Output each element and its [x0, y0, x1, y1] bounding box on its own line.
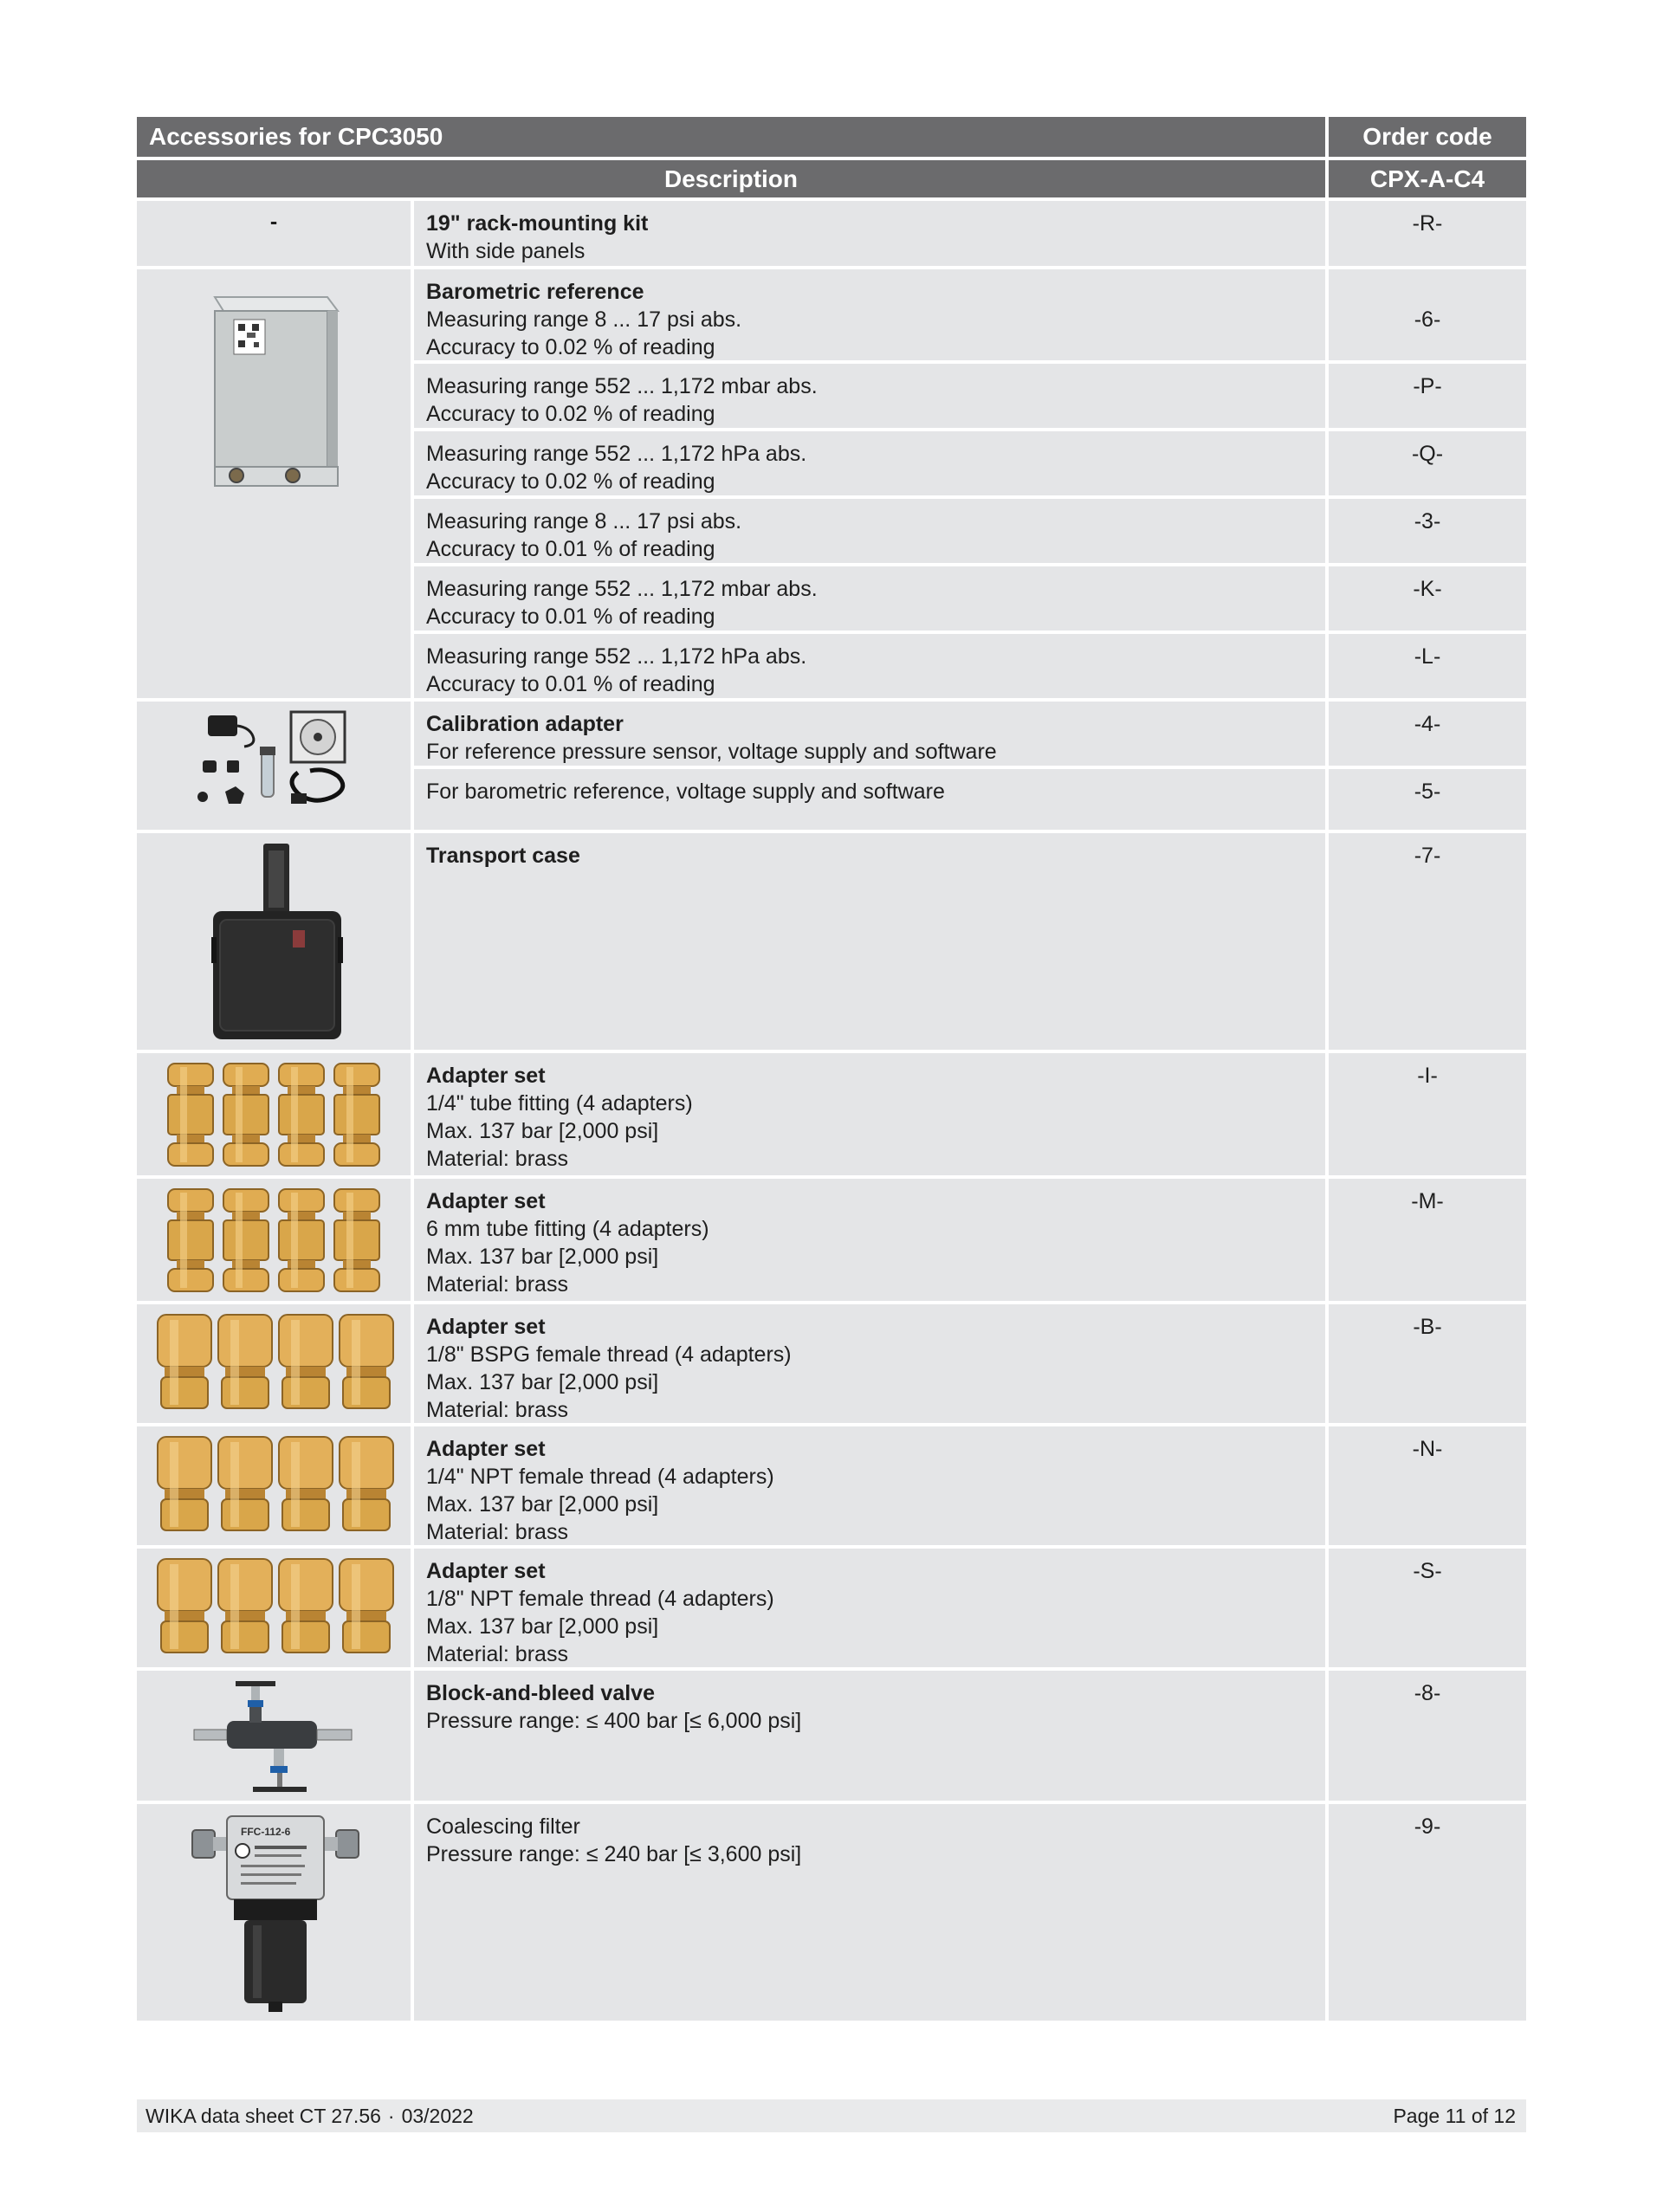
table-row	[137, 1671, 1526, 1801]
item-line: Material: brass	[426, 1642, 568, 1666]
table-subrow	[414, 634, 1526, 698]
table-row	[137, 1426, 1526, 1545]
item-line: Max. 137 bar [2,000 psi]	[426, 1119, 659, 1143]
table-subrow	[414, 364, 1526, 428]
item-line: Max. 137 bar [2,000 psi]	[426, 1614, 659, 1639]
table-title: Accessories for CPC3050	[137, 117, 1325, 157]
order-code-cell: -M-	[1329, 1179, 1526, 1301]
order-code-cell: -S-	[1329, 1549, 1526, 1667]
item-line: Material: brass	[426, 1147, 568, 1171]
image-cell	[137, 1179, 411, 1301]
item-line: Measuring range 552 ... 1,172 mbar abs.	[426, 577, 818, 601]
page-number: Page 11 of 12	[1393, 2104, 1516, 2127]
table-subheader-row	[137, 160, 1526, 197]
block-and-bleed-valve-icon	[192, 1679, 357, 1795]
code-prefix-header: CPX-A-C4	[1329, 160, 1526, 197]
female-thread-adapter-icon	[156, 1557, 395, 1656]
item-line: Material: brass	[426, 1520, 568, 1544]
item-line: Pressure range: ≤ 400 bar [≤ 6,000 psi]	[426, 1709, 802, 1733]
table-row	[137, 1304, 1526, 1423]
item-title: Adapter set	[426, 1559, 546, 1583]
description-cell	[414, 634, 1325, 698]
item-line: 1/4" NPT female thread (4 adapters)	[426, 1465, 774, 1489]
item-line: Accuracy to 0.02 % of reading	[426, 469, 715, 494]
description-cell	[414, 1053, 1325, 1175]
order-code-cell: -L-	[1329, 634, 1526, 698]
description-cell	[414, 702, 1325, 766]
description-cell	[414, 1304, 1325, 1423]
table-row	[137, 1804, 1526, 2021]
table-row	[137, 1053, 1526, 1175]
table-subrow	[414, 1304, 1526, 1423]
table-row	[137, 269, 1526, 698]
description-cell	[414, 1804, 1325, 2021]
table-row	[137, 833, 1526, 1050]
order-code-cell: -P-	[1329, 364, 1526, 428]
order-code-cell: -6-	[1329, 269, 1526, 360]
item-line: 1/4" tube fitting (4 adapters)	[426, 1091, 693, 1116]
item-line: Measuring range 552 ... 1,172 mbar abs.	[426, 374, 818, 398]
order-code-cell: -I-	[1329, 1053, 1526, 1175]
barometric-reference-icon	[197, 287, 345, 495]
female-thread-adapter-icon	[156, 1435, 395, 1534]
item-line: Measuring range 8 ... 17 psi abs.	[426, 307, 742, 332]
table-subrow	[414, 1179, 1526, 1301]
table-subrow	[414, 769, 1526, 830]
description-cell	[414, 833, 1325, 1050]
table-subrow	[414, 833, 1526, 1050]
item-line: With side panels	[426, 239, 586, 263]
order-code-cell: -5-	[1329, 769, 1526, 830]
order-code-cell: -N-	[1329, 1426, 1526, 1545]
item-line: Material: brass	[426, 1398, 568, 1422]
order-code-header: Order code	[1329, 117, 1526, 157]
item-line: Measuring range 552 ... 1,172 hPa abs.	[426, 442, 807, 466]
image-cell	[137, 1426, 411, 1545]
table-subrow	[414, 431, 1526, 495]
item-line: Measuring range 8 ... 17 psi abs.	[426, 509, 742, 534]
order-code-cell: -7-	[1329, 833, 1526, 1050]
datasheet-id: WIKA data sheet CT 27.56	[146, 2104, 381, 2127]
description-cell	[414, 499, 1325, 563]
transport-case-icon	[206, 842, 345, 1043]
item-line: Material: brass	[426, 1272, 568, 1297]
item-line: 1/8" BSPG female thread (4 adapters)	[426, 1342, 792, 1367]
no-image-dash: -	[269, 210, 278, 234]
item-line: Accuracy to 0.01 % of reading	[426, 537, 715, 561]
order-code-cell: -Q-	[1329, 431, 1526, 495]
footer-separator: ·	[387, 2104, 395, 2127]
description-header: Description	[137, 160, 1325, 197]
table-row	[137, 1549, 1526, 1667]
item-line: Accuracy to 0.01 % of reading	[426, 605, 715, 629]
table-subrow	[414, 201, 1526, 266]
item-line: For reference pressure sensor, voltage supply and software	[426, 740, 997, 764]
item-title: Adapter set	[426, 1064, 546, 1088]
item-title: Adapter set	[426, 1437, 546, 1461]
image-cell	[137, 201, 411, 266]
description-cell	[414, 769, 1325, 830]
item-line: Pressure range: ≤ 240 bar [≤ 3,600 psi]	[426, 1842, 802, 1866]
svg-text:FFC-112-6: FFC-112-6	[241, 1826, 291, 1838]
image-cell	[137, 1804, 411, 2021]
item-title: Adapter set	[426, 1315, 546, 1339]
coalescing-filter-icon	[191, 1813, 360, 2015]
table-subrow	[414, 1549, 1526, 1667]
table-subrow	[414, 499, 1526, 563]
description-cell	[414, 566, 1325, 631]
image-cell	[137, 833, 411, 1050]
item-title: Barometric reference	[426, 280, 644, 304]
description-cell	[414, 1426, 1325, 1545]
table-subrow	[414, 1671, 1526, 1801]
item-title: Block-and-bleed valve	[426, 1681, 655, 1705]
image-cell	[137, 702, 411, 830]
item-line: 1/8" NPT female thread (4 adapters)	[426, 1587, 774, 1611]
table-subrow	[414, 1426, 1526, 1545]
table-subrow	[414, 1053, 1526, 1175]
item-line: 6 mm tube fitting (4 adapters)	[426, 1217, 709, 1241]
order-code-cell: -B-	[1329, 1304, 1526, 1423]
page-footer	[137, 2099, 1526, 2132]
item-title: Transport case	[426, 844, 580, 868]
order-code-cell: -4-	[1329, 702, 1526, 766]
tube-fitting-adapter-icon	[166, 1062, 383, 1169]
description-cell	[414, 364, 1325, 428]
description-cell	[414, 1549, 1325, 1667]
item-line: Max. 137 bar [2,000 psi]	[426, 1370, 659, 1394]
calibration-adapter-icon	[189, 707, 362, 819]
tube-fitting-adapter-icon	[166, 1187, 383, 1295]
table-subrow	[414, 702, 1526, 766]
description-cell	[414, 431, 1325, 495]
item-line: Max. 137 bar [2,000 psi]	[426, 1245, 659, 1269]
item-title: 19" rack-mounting kit	[426, 211, 649, 236]
item-line: Coalescing filter	[426, 1814, 580, 1839]
accessories-table	[137, 117, 1526, 2024]
item-line: Measuring range 552 ... 1,172 hPa abs.	[426, 644, 807, 669]
order-code-cell: -9-	[1329, 1804, 1526, 2021]
datasheet-date: 03/2022	[401, 2104, 474, 2127]
description-cell	[414, 1671, 1325, 1801]
image-cell	[137, 1304, 411, 1423]
item-line: Max. 137 bar [2,000 psi]	[426, 1492, 659, 1517]
item-line: For barometric reference, voltage supply and software	[426, 779, 945, 804]
description-cell	[414, 269, 1325, 360]
image-cell	[137, 1053, 411, 1175]
description-cell	[414, 201, 1325, 266]
table-row	[137, 702, 1526, 830]
order-code-cell: -K-	[1329, 566, 1526, 631]
order-code-cell: -3-	[1329, 499, 1526, 563]
item-line: Accuracy to 0.02 % of reading	[426, 402, 715, 426]
table-row	[137, 201, 1526, 266]
image-cell	[137, 1549, 411, 1667]
footer-left	[146, 2105, 474, 2128]
table-header-row	[137, 117, 1526, 157]
table-subrow	[414, 269, 1526, 360]
image-cell	[137, 269, 411, 698]
item-line: Accuracy to 0.02 % of reading	[426, 335, 715, 359]
item-title: Calibration adapter	[426, 712, 624, 736]
order-code-cell: -R-	[1329, 201, 1526, 266]
order-code-cell: -8-	[1329, 1671, 1526, 1801]
description-cell	[414, 1179, 1325, 1301]
table-row	[137, 1179, 1526, 1301]
item-title: Adapter set	[426, 1189, 546, 1213]
table-subrow	[414, 566, 1526, 631]
female-thread-adapter-icon	[156, 1313, 395, 1412]
image-cell	[137, 1671, 411, 1801]
table-subrow	[414, 1804, 1526, 2021]
item-line: Accuracy to 0.01 % of reading	[426, 672, 715, 696]
